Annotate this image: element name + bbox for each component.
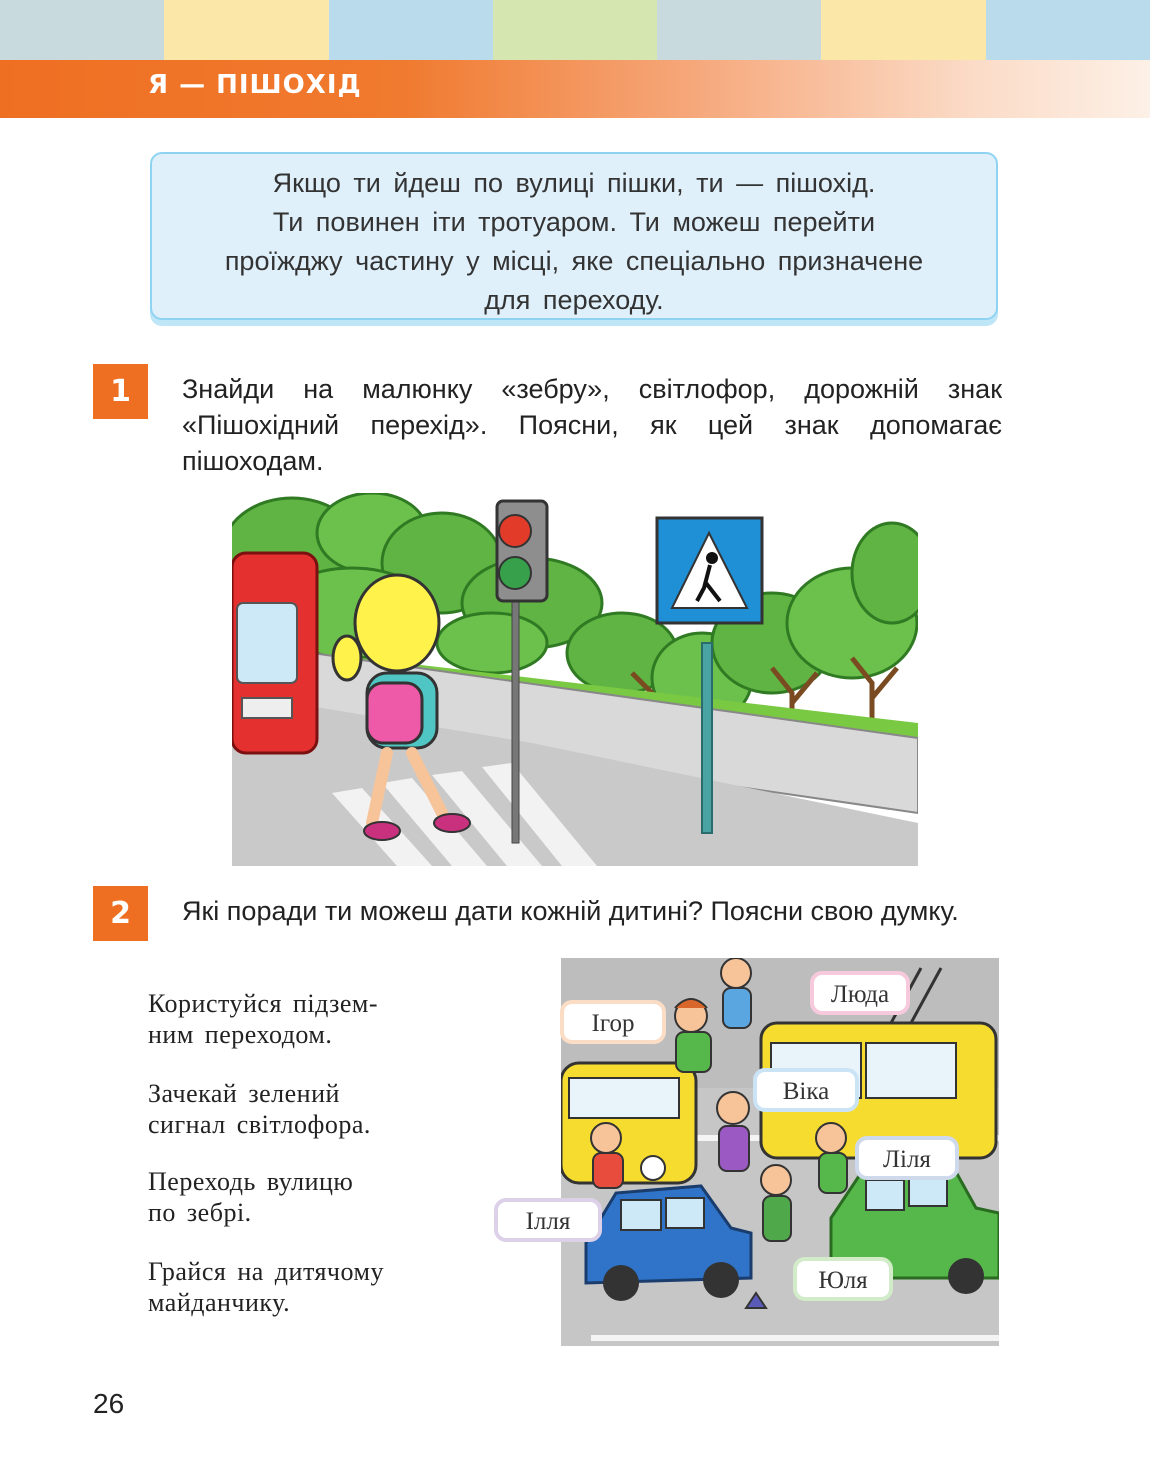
- task-number-1: 1: [93, 364, 148, 419]
- task-1-text: [182, 371, 1002, 479]
- advice-line: Переходь вулицю: [148, 1167, 354, 1196]
- crossing-illustration-svg: [232, 493, 918, 866]
- stripe: [657, 0, 821, 60]
- stripe: [986, 0, 1150, 60]
- name-tag-lilya: Ліля: [855, 1136, 959, 1180]
- rule-line: Якщо ти йдеш по вулиці пішки, ти — пішохід.: [272, 168, 876, 198]
- name-tag-igor: Ігор: [560, 1000, 666, 1044]
- advice-item: [148, 1256, 384, 1318]
- name-tag-illya: Ілля: [494, 1198, 602, 1242]
- task-line: «Пішохідний перехід». Поясни, як цей знак допомагає: [182, 410, 1002, 440]
- advice-line: по зебрі.: [148, 1198, 252, 1227]
- rule-line: Ти повинен іти тротуаром. Ти можеш перейти: [272, 207, 876, 237]
- advice-line: ним переходом.: [148, 1020, 333, 1049]
- advice-line: Грайся на дитячому: [148, 1257, 384, 1286]
- advice-item: [148, 1166, 353, 1228]
- top-color-stripes: [0, 0, 1150, 60]
- page-number: 26: [93, 1388, 125, 1419]
- advice-line: майданчику.: [148, 1288, 291, 1317]
- red-bus: [232, 553, 317, 753]
- task-number-2: 2: [93, 886, 148, 941]
- stripe: [0, 0, 164, 60]
- rule-line: проїжджу частину у місці, яке спеціально призначене: [224, 246, 924, 276]
- advice-item: [148, 1078, 371, 1140]
- crossing-illustration: [232, 493, 918, 866]
- name-tag-yulya: Юля: [793, 1257, 893, 1301]
- name-tag-vika: Віка: [753, 1068, 859, 1112]
- task-line: Знайди на малюнку «зебру», світлофор, дорожній знак: [182, 374, 1002, 404]
- stripe: [821, 0, 985, 60]
- stripe: [493, 0, 657, 60]
- advice-line: Зачекай зелений: [148, 1079, 340, 1108]
- stripe: [329, 0, 493, 60]
- name-tag-lyuda: Люда: [810, 971, 910, 1015]
- advice-item: [148, 988, 378, 1050]
- rule-box: [150, 152, 998, 320]
- section-title: Я — ПІШОХІД: [148, 70, 362, 100]
- advice-line: сигнал світлофора.: [148, 1110, 371, 1139]
- task-line: пішоходам.: [182, 446, 324, 476]
- stripe: [164, 0, 328, 60]
- task-2-text: Які поради ти можеш дати кожній дитині? Поясни свою думку.: [182, 896, 959, 926]
- advice-line: Користуйся підзем-: [148, 989, 379, 1018]
- yellow-bus: [561, 1063, 696, 1183]
- rule-line: для переходу.: [484, 285, 664, 315]
